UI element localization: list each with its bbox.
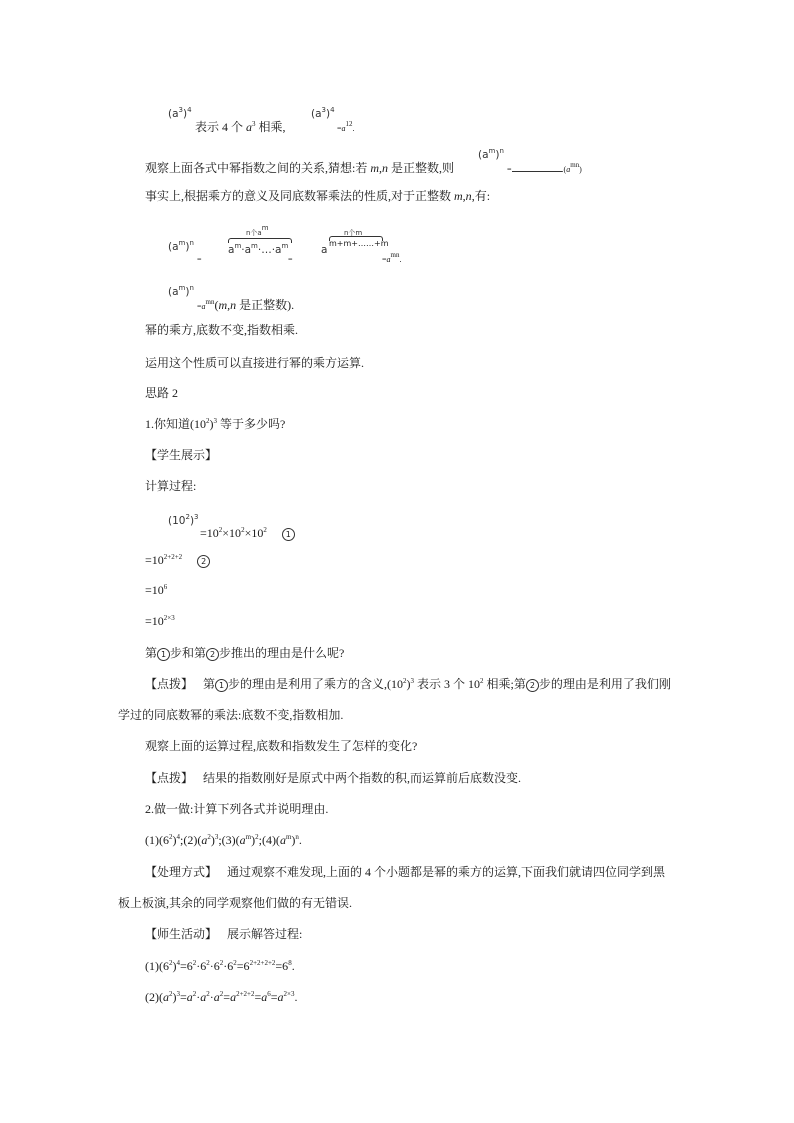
paragraph: 计算过程: (145, 479, 197, 493)
paragraph: 观察上面的运算过程,底数和指数发生了怎样的变化? (145, 739, 418, 753)
fill-blank[interactable] (512, 161, 562, 172)
result-expression: $=a^{12}$. (337, 120, 355, 133)
derivation-lhs: $(a^m)^n$ (168, 239, 194, 253)
calc-step: $=10^{2+2+2}$ 2 (145, 552, 210, 568)
activity-paragraph: 【师生活动】 展示解答过程: (145, 927, 303, 941)
question: 第 1 步和第 2 步推出的理由是什么呢? (145, 646, 345, 660)
power-expression: $(a^m)^n$ (168, 284, 194, 298)
calc-step: $=10^6$ (145, 583, 168, 597)
equals-sign: = (197, 255, 202, 264)
answer-line: $(2)(a^2)^3=a^2\cdot a^2\cdot a^2=a^{2+2+2}=a^6=a^{2\times 3}$. (145, 990, 298, 1004)
calc-lhs: $(10^2)^3$ (168, 513, 199, 527)
power-expression: $(a^3)^4$ (311, 106, 335, 120)
tip-paragraph: 【点拨】 第 1 步的理由是利用了乘方的含义$,(10^2)^3$ 表示 3 个 $10^2$ 相乘;第 2 步的理由是利用了我们刚 (145, 677, 671, 691)
power-expression: $(a^m)^n$ (478, 147, 504, 161)
method-paragraph: 【处理方式】 通过观察不难发现,上面的 4 个小题都是幂的乘方的运算,下面我们就请四位同学到黑 (145, 865, 666, 879)
step-marker: 1 (282, 528, 295, 541)
text-line: 表示 4 个 $a^3$ 相乘, (195, 120, 286, 134)
text-line: 事实上,根据乘方的意义及同底数幂乘法的性质,对于正整数 m,n,有: (145, 189, 491, 203)
question-items: $(1)(6^2)^4;(2)(a^2)^3;(3)(a^m)^2;(4)(a^m)^n$. (145, 833, 302, 847)
method-paragraph-cont: 板上板演,其余的同学观察他们做的有无错误. (118, 896, 353, 910)
label: 【学生展示】 (145, 448, 218, 462)
sum-exponent: m+m+……+m (329, 239, 389, 248)
tip-paragraph: 【点拨】 结果的指数刚好是原式中两个指数的积,而运算前后底数没变. (145, 771, 522, 785)
rule-line: $=a^{mn}(m,n$ 是正整数). (197, 298, 295, 312)
equals-sign: = (288, 255, 293, 264)
power-base: a (321, 244, 328, 256)
step-marker: 2 (206, 648, 219, 661)
product-terms: $a^m\cdot a^m\cdot\dots\cdot a^m$ (228, 242, 289, 256)
calc-step: $=10^2\times 10^2\times 10^2$ 1 (200, 525, 295, 541)
question: 1.你知道$(10^2)^3$ 等于多少吗? (145, 417, 286, 431)
step-marker: 2 (526, 679, 539, 692)
section-heading: 思路 2 (145, 386, 179, 400)
brace-label: n个m (344, 229, 363, 237)
paragraph: 幂的乘方,底数不变,指数相乘. (145, 323, 299, 337)
power-expression: $(a^3)^4$ (168, 106, 192, 120)
answer-blank: = $.(a^{mn})$ (507, 161, 582, 174)
question: 2.做一做:计算下列各式并说明理由. (145, 802, 329, 816)
answer-line: $(1)(6^2)^4=6^2\cdot 6^2\cdot 6^2\cdot 6^2=6^{2+2+2+2}=6^8$. (145, 959, 295, 973)
text-line: 观察上面各式中幂指数之间的关系,猜想:若 m,n 是正整数,则 (145, 161, 455, 175)
tip-paragraph-cont: 学过的同底数幂的乘法:底数不变,指数相加. (118, 708, 344, 722)
step-marker: 2 (197, 555, 210, 568)
paragraph: 运用这个性质可以直接进行幂的乘方运算. (145, 356, 365, 370)
result-expression: $=a^{mn}$. (382, 251, 402, 264)
step-marker: 1 (157, 648, 170, 661)
calc-step: $=10^{2\times 3}$ (145, 614, 175, 628)
step-marker: 1 (215, 679, 228, 692)
brace-label: n个$a^m$ (246, 224, 269, 237)
